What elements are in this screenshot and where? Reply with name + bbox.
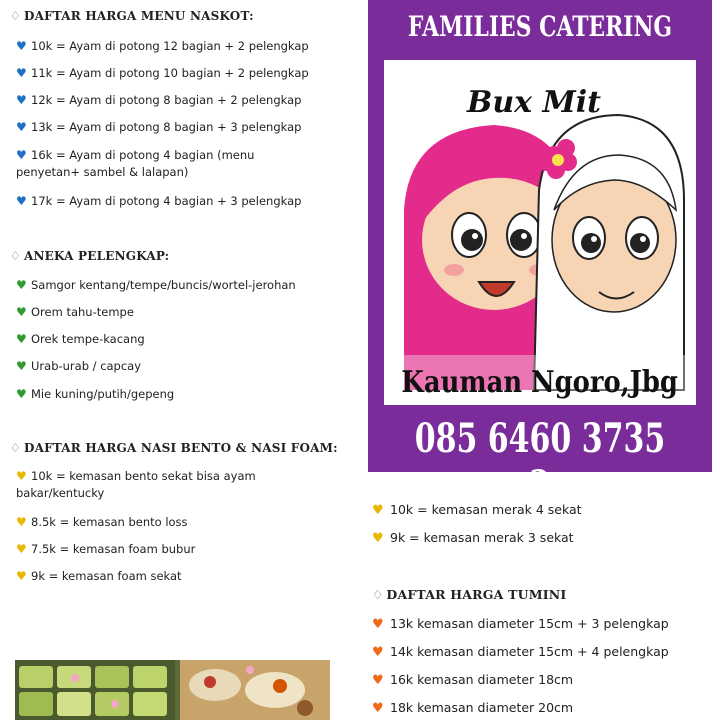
list-item: ♥ 9k = kemasan merak 3 sekat bbox=[372, 530, 574, 546]
yellow-heart-icon: ♥ bbox=[372, 531, 384, 546]
diamond-icon: ♢ bbox=[10, 9, 21, 23]
orange-heart-icon: ♥ bbox=[372, 701, 384, 716]
blue-heart-icon: ♥ bbox=[16, 39, 27, 53]
yellow-heart-icon: ♥ bbox=[16, 515, 27, 529]
heading-menu-naskot: ♢ DAFTAR HARGA MENU NASKOT: bbox=[10, 9, 254, 23]
orange-heart-icon: ♥ bbox=[372, 673, 384, 688]
list-item: ♥ 13k = Ayam di potong 8 bagian + 3 pelengkap bbox=[16, 120, 302, 134]
list-item: ♥ Mie kuning/putih/gepeng bbox=[16, 387, 175, 401]
list-item: ♥ Orem tahu-tempe bbox=[16, 305, 134, 319]
list-item: ♥ 10k = kemasan bento sekat bisa ayam bbox=[16, 469, 256, 483]
list-item: ♥ 17k = Ayam di potong 4 bagian + 3 pelengkap bbox=[16, 194, 302, 208]
orange-heart-icon: ♥ bbox=[372, 617, 384, 632]
yellow-heart-icon: ♥ bbox=[16, 469, 27, 483]
list-item: ♥ 7.5k = kemasan foam bubur bbox=[16, 542, 196, 556]
poster-sign-top: Bux Mit bbox=[467, 85, 601, 120]
blue-heart-icon: ♥ bbox=[16, 93, 27, 107]
green-heart-icon: ♥ bbox=[16, 332, 27, 346]
yellow-heart-icon: ♥ bbox=[372, 503, 384, 518]
list-item: ♥ 18k kemasan diameter 20cm bbox=[372, 700, 574, 716]
heading-nasi-bento: ♢ DAFTAR HARGA NASI BENTO & NASI FOAM: bbox=[10, 441, 338, 455]
list-item: ♥ 10k = kemasan merak 4 sekat bbox=[372, 502, 582, 518]
orange-heart-icon: ♥ bbox=[372, 645, 384, 660]
heading-tumini: ♢ DAFTAR HARGA TUMINI bbox=[372, 587, 567, 602]
green-heart-icon: ♥ bbox=[16, 387, 27, 401]
list-item: ♥ Orek tempe-kacang bbox=[16, 332, 145, 346]
blue-heart-icon: ♥ bbox=[16, 194, 27, 208]
food-photo bbox=[15, 660, 330, 720]
green-heart-icon: ♥ bbox=[16, 278, 27, 292]
list-item-continuation: bakar/kentucky bbox=[16, 486, 105, 500]
list-item-continuation: penyetan+ sambel & lalapan) bbox=[16, 165, 189, 179]
list-item: ♥ Urab-urab / capcay bbox=[16, 359, 142, 373]
list-item: ♥ 9k = kemasan foam sekat bbox=[16, 569, 182, 583]
list-item: ♥ 10k = Ayam di potong 12 bagian + 2 pelengkap bbox=[16, 39, 309, 53]
blue-heart-icon: ♥ bbox=[16, 66, 27, 80]
blue-heart-icon: ♥ bbox=[16, 148, 27, 162]
heading-aneka-pelengkap: ♢ ANEKA PELENGKAP: bbox=[10, 249, 170, 263]
poster-illustration bbox=[384, 60, 696, 405]
green-heart-icon: ♥ bbox=[16, 305, 27, 319]
poster-title: FAMILIES CATERING bbox=[407, 10, 673, 43]
food-photo-art bbox=[15, 660, 330, 720]
catering-poster bbox=[368, 0, 712, 509]
diamond-icon: ♢ bbox=[10, 441, 21, 455]
list-item: ♥ 11k = Ayam di potong 10 bagian + 2 pelengkap bbox=[16, 66, 309, 80]
list-item: ♥ 16k = Ayam di potong 4 bagian (menu bbox=[16, 148, 255, 162]
list-item: ♥ 14k kemasan diameter 15cm + 4 pelengkap bbox=[372, 644, 669, 660]
list-item: ♥ 16k kemasan diameter 18cm bbox=[372, 672, 574, 688]
diamond-icon: ♢ bbox=[10, 249, 21, 263]
list-item: ♥ 8.5k = kemasan bento loss bbox=[16, 515, 188, 529]
poster-sign-bottom: Kauman Ngoro,Jbg bbox=[401, 364, 678, 400]
green-heart-icon: ♥ bbox=[16, 359, 27, 373]
list-item: ♥ 13k kemasan diameter 15cm + 3 pelengkap bbox=[372, 616, 669, 632]
blue-heart-icon: ♥ bbox=[16, 120, 27, 134]
list-item: ♥ 12k = Ayam di potong 8 bagian + 2 pelengkap bbox=[16, 93, 302, 107]
yellow-heart-icon: ♥ bbox=[16, 542, 27, 556]
yellow-heart-icon: ♥ bbox=[16, 569, 27, 583]
poster-phone-number: 085 6460 3735 2 bbox=[414, 415, 666, 509]
list-item: ♥ Samgor kentang/tempe/buncis/wortel-jerohan bbox=[16, 278, 296, 292]
diamond-icon: ♢ bbox=[372, 587, 384, 602]
hijab-girls-illustration bbox=[384, 60, 696, 405]
